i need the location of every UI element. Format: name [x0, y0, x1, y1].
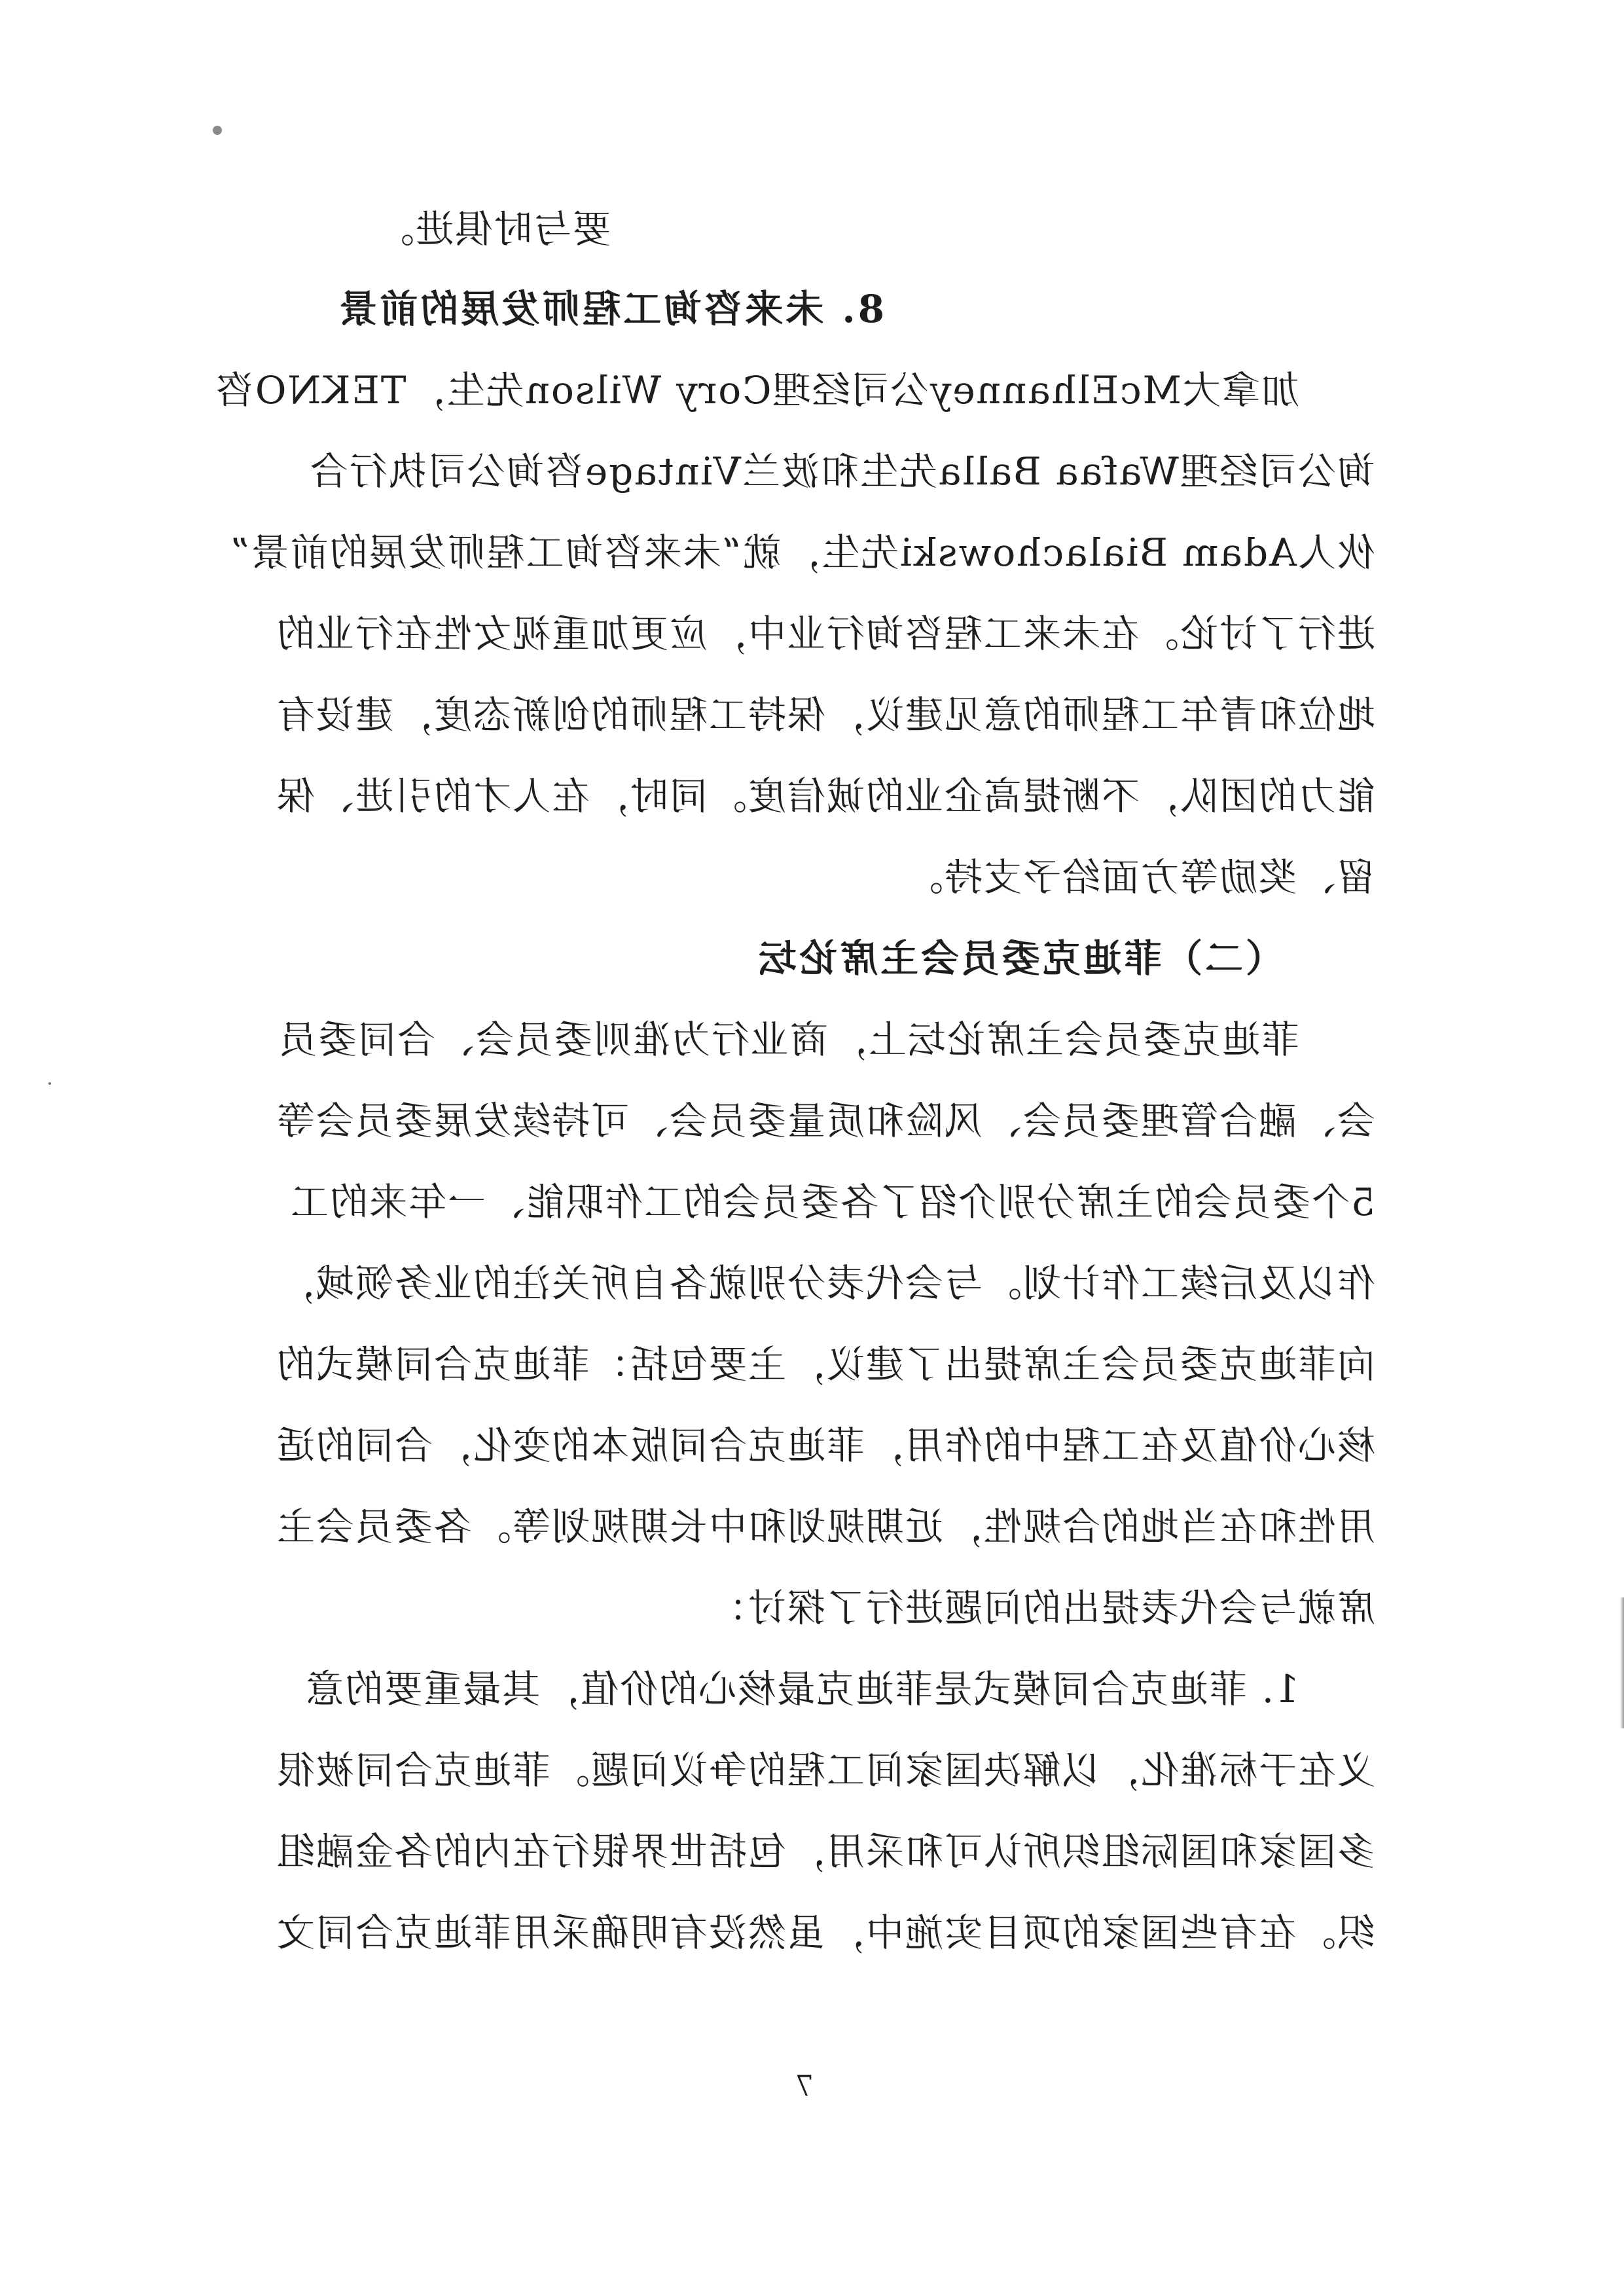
page-number: 7: [795, 2069, 814, 2103]
section-heading: （二）菲迪克委员会主席论坛: [755, 936, 1284, 981]
text-line: 进行了讨论。在未来工程咨询行业中，应更加重视女性在行业的: [275, 611, 1375, 656]
text-line: 织。在有些国家的项目实施中，虽然没有明确采用菲迪克合同文: [275, 1910, 1375, 1955]
text-line: 席就与会代表提出的问题进行了探讨：: [707, 1586, 1375, 1630]
section-heading: 8. 未来咨询工程师发展的前景: [336, 287, 884, 331]
text-line: 多国家和国际组织所认可和采用，包括世界银行在内的各金融组: [275, 1829, 1375, 1874]
text-line: 5个委员会的主席分别介绍了各委员会的工作职能、一年来的工: [289, 1180, 1375, 1224]
text-line: 义在于标准化，以解决国家间工程的争议问题。菲迪克合同被很: [275, 1748, 1375, 1793]
text-line: 地位和青年工程师的意见建议，保持工程师的创新态度，建设有: [275, 693, 1375, 737]
scan-dot: [213, 126, 222, 135]
text-line: 要与时俱进。: [374, 207, 611, 251]
text-line: 加拿大McElhanney公司经理Cory Wilson先生，TEKNO咨: [214, 368, 1299, 412]
text-line: 菲迪克委员会主席论坛上，商业行为准则委员会、合同委员: [278, 1017, 1299, 1062]
text-line: 留、奖励等方面给予支持。: [903, 855, 1375, 900]
text-line: 核心价值及在工程中的作用，菲迪克合同版本的变化，合同的适: [275, 1423, 1375, 1468]
text-line: 作以及后续工作计划。与会代表分别就各自所关注的业务领域，: [275, 1261, 1375, 1305]
scan-speck: [48, 1082, 51, 1085]
text-line: 1. 菲迪克合同模式是菲迪克最核心的价值，其最重要的意: [304, 1667, 1299, 1711]
text-line: 会、融合管理委员会、风险和质量委员会、可持续发展委员会等: [275, 1099, 1375, 1143]
text-line: 伙人Adam Bialachowski先生，就“未来咨询工程师发展的前景”: [228, 530, 1375, 575]
text-line: 用性和在当地的合规性，近期规划和中长期规划等。各委员会主: [275, 1504, 1375, 1549]
text-line: 询公司经理Wafaa Balla先生和波兰Vintage咨询公司执行合: [308, 449, 1375, 494]
text-line: 向菲迪克委员会主席提出了建议，主要包括：菲迪克合同模式的: [275, 1342, 1375, 1387]
scan-edge-shadow: [1620, 1597, 1624, 1728]
text-line: 能力的团队，不断提高企业的诚信度。同时，在人才的引进、保: [275, 774, 1375, 818]
